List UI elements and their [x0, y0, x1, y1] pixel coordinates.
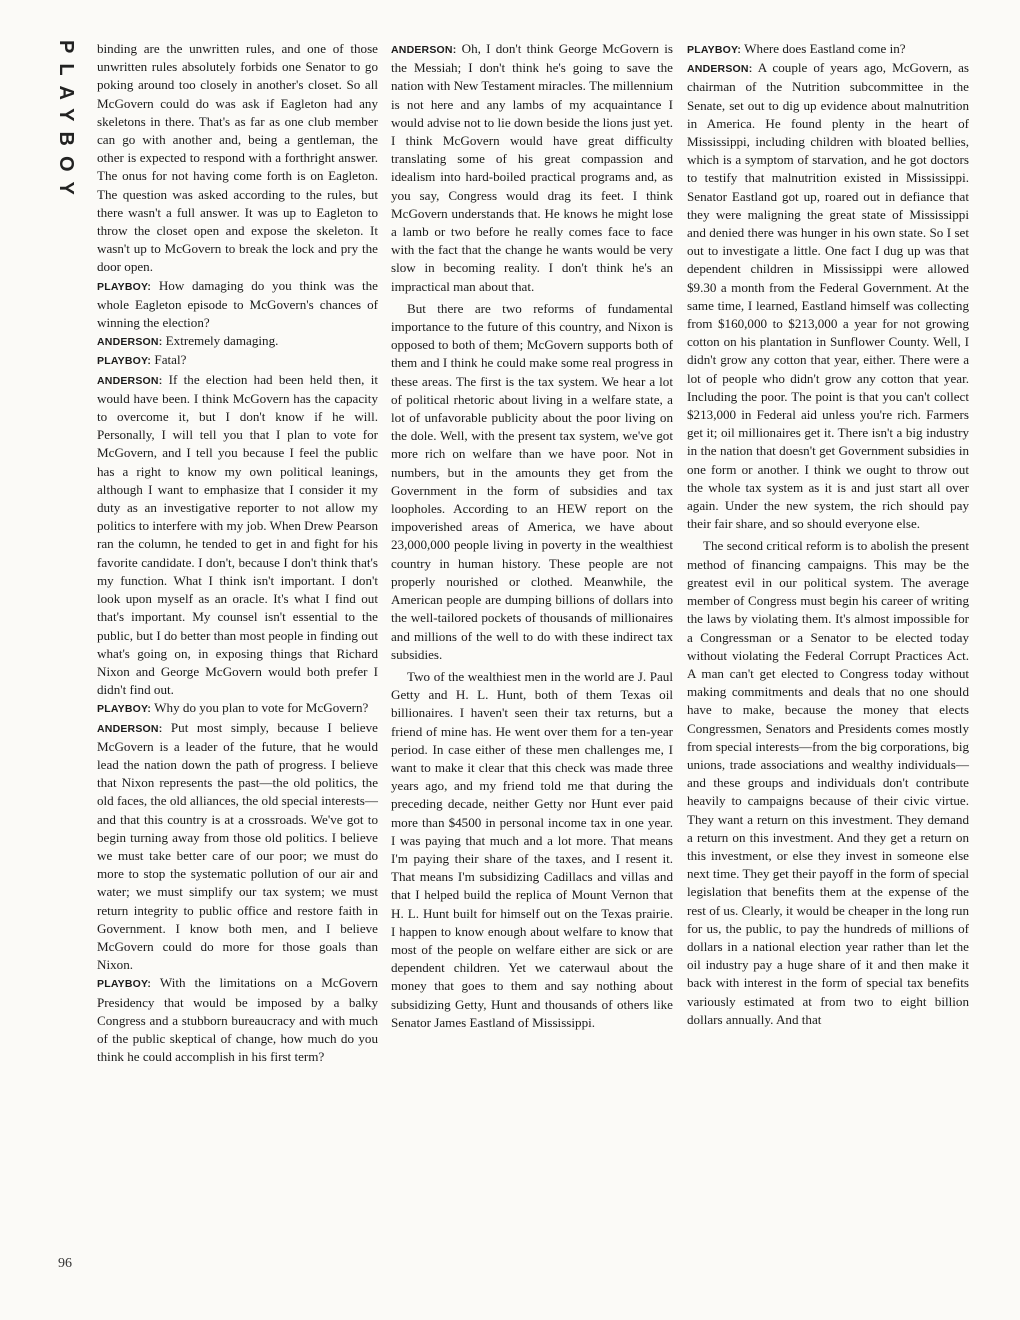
paragraph: [391, 668, 673, 1032]
paragraph-text: Where does Eastland come in?: [744, 41, 906, 56]
paragraph: [97, 332, 378, 351]
paragraph-text: Two of the wealthiest men in the world are J. Paul Getty and H. L. Hunt, both of them Texas oil billionaires. I haven't seen their tax returns, but a friend of mine has. He went over them for a ten-year period. In case either of these men challenges me, I want to make it clear that this check was made three years ago, and my friend told me that during the preceding decade, neither Getty nor Hunt ever paid more than $4500 in personal income tax in one year. I was paying that much and a lot more. That means I'm paying their share of the taxes, and I resent it. That means I'm subsidizing Cadillacs and villas and that I helped build the replica of Mount Vernon that H. L. Hunt built for himself out on the Texas prairie. I happen to know enough about welfare to know that most of the people on welfare either are sick or are dependent children. Yet we caterwaul about the money that goes to them and say nothing about subsidizing Getty, Hunt and thousands of others like Senator James Eastland of Mississippi.: [391, 668, 673, 1030]
speaker-label: PLAYBOY:: [687, 44, 742, 56]
speaker-label: ANDERSON:: [391, 44, 457, 56]
paragraph: [97, 351, 378, 370]
paragraph: [97, 277, 378, 333]
paragraph: [97, 40, 378, 277]
masthead-text: PLAYBOY: [55, 40, 77, 205]
paragraph-text: binding are the unwritten rules, and one of those unwritten rules absolutely forbids one Senator to go poking around too closely in another's closet. So all McGovern could do was ask if Eagleton had any skeletons in there. That's as far as one club member can go with another and, being a gentleman, the other is expected to respond with a forthright answer. The onus for not having come forth is on Eagleton. The question was asked according to the rules, but there wasn't a full answer. It was up to Eagleton to throw the closet open and expose the skeleton. It wasn't up to McGovern to break the lock and pry the door open.: [97, 41, 378, 275]
paragraph-text: A couple of years ago, McGovern, as chairman of the Nutrition subcommittee in the Senate, set out to dig up evidence about malnutrition in America. He found plenty in the heart of Mississippi, including children with bloated bellies, which is a symptom of starvation, and he got doctors to testify that malnutrition existed in Mississippi. Senator Eastland got up, roared out in defiance that they were maligning the great state of Mississippi and denied there was hunger in his own state. So I set out to investigate a little. One fact I dug up was that dependent children in Mississippi were allowed $9.30 a month from the Federal Government. At the same time, I learned, Eastland himself was collecting from $160,000 to $213,000 a year for not growing cotton on his plantation in Sunflower County. Well, I didn't grow any cotton that year, either. There were a lot of people who didn't grow any cotton that year. Including the poor. The point is that you can't collect $213,000 in Federal aid unless you're rich. Farmers get it; oil millionaires get it. There isn't a big industry in the nation that doesn't get Government subsidies in one form or another. I think we ought to throw out the whole tax system as it is and just start all over again. Under the new system, the rich should pay their fair share, and so should everyone else.: [687, 60, 969, 532]
paragraph-text: Why do you plan to vote for McGovern?: [154, 700, 369, 716]
paragraph: [97, 699, 378, 718]
paragraph: [687, 40, 969, 59]
speaker-label: PLAYBOY:: [97, 280, 152, 293]
paragraph: [391, 300, 673, 664]
paragraph-text: But there are two reforms of fundamental importance to the future of this country, and Nixon is opposed to both of them; McGovern supports both of them and I think he could make some real progress in these areas. The first is the tax system. We hear a lot of political rhetoric about living in a welfare state, a lot of unfavorable publicity about the poor living on the dole. Well, with the present tax system, we've got more rich on welfare than we have poor. Not in numbers, but in the amounts they get from the Government in the form of subsidies and tax loopholes. According to an HEW report on the impoverished areas of America, we have about 23,000,000 people living in poverty in the wealthiest country in human history. These people are not properly nourished or clothed. Meanwhile, the American people are dumping billions of dollars into the well-tailored pockets of thousands of millionaires and millions of the well to do with these indirect tax subsidies.: [391, 300, 673, 662]
paragraph: [391, 40, 673, 296]
paragraph-text: Put most simply, because I believe McGovern is a leader of the future, that he would lead the nation down the path of progress. I believe that Nixon represents the past—the old politics, the old faces, the old alliances, the old special interests—and that this country is at a crossroads. We've got to begin turning away from those old politics. I believe we must take better care of our poor; we must do more to stop the systematic pollution of our air and water; we must simplify our tax system; we must return integrity to public office and restore faith in Government. I know both men, and I believe McGovern could do more for those goals than Nixon.: [97, 719, 378, 973]
paragraph-text: Extremely damaging.: [165, 333, 279, 349]
paragraph: [687, 59, 969, 533]
text-column-3: [687, 40, 969, 1029]
paragraph-text: If the election had been held then, it would have been. I think McGovern has the capacity to overcome it, but I don't know if he will. Personally, I will tell you that I plan to vote for McGovern, and I tell you because I feel the public has a right to know my own political leanings, although I want to emphasize that I consider it my duty as an investigative reporter to not allow my politics to interfere with my job. When Drew Pearson ran the column, he tended to get in and fight for his favorite candidate. I don't, because I don't think that's my function. What I think isn't important. I don't look upon myself as an oracle. It's what I find out that's important. My counsel isn't essential to the public, but I do better than most people in finding out what's going on, in exposing things that Richard Nixon and George McGovern would both prefer I didn't find out.: [97, 371, 378, 698]
text-column-2: [391, 40, 673, 1032]
paragraph-text: Fatal?: [154, 352, 187, 368]
page-number: 96: [58, 1256, 72, 1271]
text-column-1: [97, 40, 378, 1066]
magazine-masthead: [49, 40, 81, 205]
paragraph-text: How damaging do you think was the whole Eagleton episode to McGovern's chances of winning the election?: [97, 277, 378, 331]
paragraph: [97, 719, 378, 975]
speaker-label: PLAYBOY:: [97, 355, 152, 368]
speaker-label: PLAYBOY:: [97, 978, 152, 991]
paragraph: [97, 974, 378, 1066]
paragraph-text: Oh, I don't think George McGovern is the Messiah; I don't think he's going to save the nation with New Testament miracles. The millennium is not here and any lambs of my acquaintance I would advise not to lie down beside the lions just yet. I think McGovern would have great difficulty translating some of his great compassion and idealism into hard-boiled practical programs and, as you say, Congress would drag its feet. I think McGovern understands that. He knows he might lose a lamb or two before he really comes face to face with the fact that the change he wants would be very slow in becoming reality. I don't think he's an impractical man about that.: [391, 41, 673, 294]
speaker-label: ANDERSON:: [97, 722, 163, 735]
speaker-label: ANDERSON:: [97, 374, 163, 387]
paragraph: [687, 537, 969, 1028]
paragraph: [97, 371, 378, 700]
speaker-label: ANDERSON:: [97, 336, 163, 349]
speaker-label: ANDERSON:: [687, 63, 753, 76]
paragraph-text: The second critical reform is to abolish the present method of financing campaigns. This may be the greatest evil in our political system. The average member of Congress must begin his career of writing the laws by violating them. It's almost impossible for a Congressman or a Senator to be elected today without violating the Federal Corrupt Practices Act. A man can't get elected to Congress today without making commitments and deals that no one should have to make, because the money that elects Congressmen, Senators and Presidents comes mostly from special interests—from the big corporations, big unions, trade associations and wealthy individuals—and these groups and individuals don't contribute heavily to campaigns because of their civic virtue. They want a return on this investment. They demand a return on this investment. And they get a return on this investment, or else they invest in someone else next time. They get their payoff in the form of special legislation that benefits them at the expense of the rest of us. Clearly, it would be cheaper in the long run for us, the public, to pay the hundreds of millions of dollars in a national election year rather than let the oil industry pay a huge share of it and then make it back with interest in the form of special tax benefits variously estimated at from two to eight billion dollars annually. And that: [687, 538, 969, 1027]
speaker-label: PLAYBOY:: [97, 703, 152, 716]
paragraph-text: With the limitations on a McGovern Presidency that would be imposed by a balky Congress and a stubborn bureaucracy and with much of the public skeptical of change, how much do you think he could accomplish in his first term?: [97, 975, 378, 1065]
